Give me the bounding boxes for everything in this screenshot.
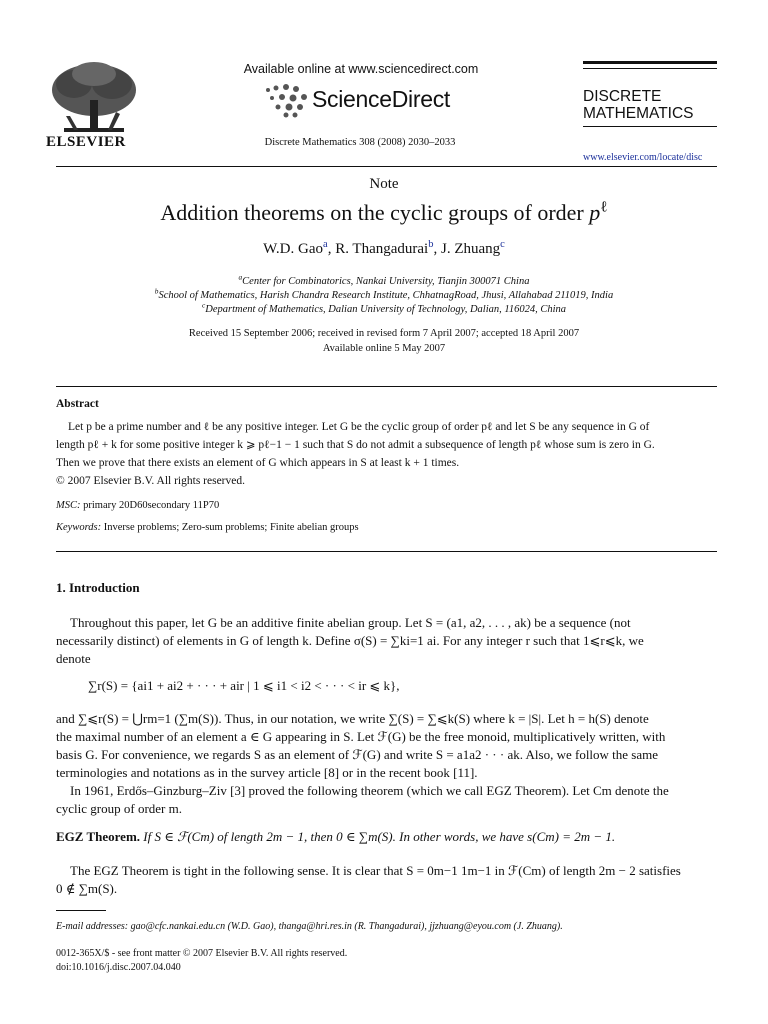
abstract-heading: Abstract [56,398,99,410]
author-mark[interactable]: a [323,239,328,250]
doi-note: doi:10.1016/j.disc.2007.04.040 [56,962,181,973]
affiliation [0,300,768,315]
author-list: W.D. Gao$^a$, R. Thangadurai$^b$, J. Zhuang$^c$ [263,239,505,257]
abstract-line: Then we prove that there exists an element of G which appears in S at least k + 1 times. [56,457,460,469]
keywords-value: Inverse problems; Zero-sum problems; Finite abelian groups [103,522,359,533]
section-heading: 1. Introduction [56,580,140,595]
author-mark[interactable]: c [500,239,505,250]
paragraph [56,614,717,668]
msc-line [56,500,219,511]
affiliation-text: School of Mathematics, Harish Chandra Research Institute, ChhatnagRoad, Jhusi, Allahabad 211019, India [158,290,614,301]
display-equation: ∑r(S) = {ai1 + ai2 + · · · + air | 1 ⩽ i1 < i2 < · · · < ir ⩽ k}, [88,678,400,693]
abstract-body [56,418,717,490]
header-rule [56,166,717,167]
email-footnote: E-mail addresses: gao@cfc.nankai.edu.cn (W.D. Gao), thanga@hri.res.in (R. Thangadurai), jjzhuang@eyou.com (J. Zhuang). [56,921,563,932]
title-symbol: p [589,200,601,225]
abstract-bottom-rule [56,551,717,552]
received-dates: Received 15 September 2006; received in revised form 7 April 2007; accepted 18 April 2007 [188,328,580,339]
affiliation-text: Center for Combinatorics, Nankai University, Tianjin 300071 China [242,276,530,287]
text-line: basis G. For convenience, we regards S as an element of ℱ(G) and write S = a1a2 · · · ak. Also, we follow the same [56,747,659,762]
journal-name [583,88,694,122]
keywords-line [56,522,359,533]
author-name: W.D. Gao [263,241,324,257]
text-line: terminologies and notations as in the survey article [8] or in the recent book [11]. [56,765,478,780]
paragraph [56,862,717,898]
text-line: the maximal number of an element a ∈ G appearing in S. Let ℱ(G) be the free monoid, multiplicatively written, with [56,729,666,744]
sciencedirect-wordmark: ScienceDirect [312,86,450,112]
text-line: Throughout this paper, let G be an additive finite abelian group. Let S = (a1, a2, . . . , ak) be a sequence (not [70,615,631,630]
masthead-rule [583,61,717,64]
text-line: and ∑⩽r(S) = ⋃rm=1 (∑m(S)). Thus, in our notation, we write ∑(S) = ∑⩽k(S) where k = |S|. Let h = h(S) denote [56,711,649,726]
affiliation-mark: a [238,272,243,282]
journal-url-link[interactable]: www.elsevier.com/locate/disc [583,152,703,163]
theorem-label: EGZ Theorem. [56,829,141,844]
affiliation-mark: b [154,286,159,296]
abstract-line: Let p be a prime number and ℓ be any positive integer. Let G be the cyclic group of order pℓ and let S be any sequence in G of [68,421,650,433]
sciencedirect-logo [262,82,472,122]
text-line: denote [56,651,91,666]
abstract-copyright: © 2007 Elsevier B.V. All rights reserved. [56,475,245,487]
publisher-name: ELSEVIER [46,134,126,150]
sciencedirect-dots-icon [262,82,312,122]
available-date: Available online 5 May 2007 [322,343,446,354]
text-line: 0 ∉ ∑m(S). [56,881,118,896]
msc-value: primary 20D60secondary 11P70 [83,500,220,511]
keywords-label: Keywords: [56,522,102,533]
text-line: necessarily distinct) of elements in G of length k. Define σ(S) = ∑ki=1 ai. For any integer r such that 1⩽r⩽k, we [56,633,644,648]
masthead-rule [583,68,717,69]
affiliation-text: Department of Mathematics, Dalian University of Technology, Dalian, 116024, China [205,304,567,315]
journal-name-line2: MATHEMATICS [583,105,694,122]
author-name: J. Zhuang [440,241,501,257]
journal-reference: Discrete Mathematics 308 (2008) 2030–2033 [264,137,456,148]
text-line: cyclic group of order m. [56,801,182,816]
article-title [0,200,768,226]
affiliation [0,272,768,287]
msc-label: MSC: [56,500,81,511]
paragraph [56,710,717,818]
abstract-line: length pℓ + k for some positive integer k ⩾ pℓ−1 − 1 such that S do not admit a subsequence of length pℓ whose sum is zero in G. [56,439,655,451]
author-name: R. Thangadurai [335,241,429,257]
affiliation [0,286,768,301]
title-text: Addition theorems on the cyclic groups of order [160,200,584,225]
masthead-rule [583,126,717,127]
text-line: The EGZ Theorem is tight in the following sense. It is clear that S = 0m−1 1m−1 in ℱ(Cm) of length 2m − 2 satisfies [70,863,681,878]
footnote-rule [56,910,106,911]
text-line: In 1961, Erdős–Ginzburg–Ziv [3] proved the following theorem (which we call EGZ Theorem). Let Cm denote the [70,783,669,798]
title-superscript: ℓ [600,198,608,216]
theorem [56,828,717,846]
abstract-top-rule [56,386,717,387]
author-mark[interactable]: b [428,239,434,250]
frontmatter-note: 0012-365X/$ - see front matter © 2007 Elsevier B.V. All rights reserved. [56,948,348,959]
available-online-text: Available online at www.sciencedirect.com [243,62,479,76]
journal-name-line1: DISCRETE [583,88,662,105]
affiliation-mark: c [201,300,206,310]
theorem-text: If S ∈ ℱ(Cm) of length 2m − 1, then 0 ∈ ∑m(S). In other words, we have s(Cm) = 2m − 1. [143,829,616,844]
article-type: Note [369,176,399,192]
